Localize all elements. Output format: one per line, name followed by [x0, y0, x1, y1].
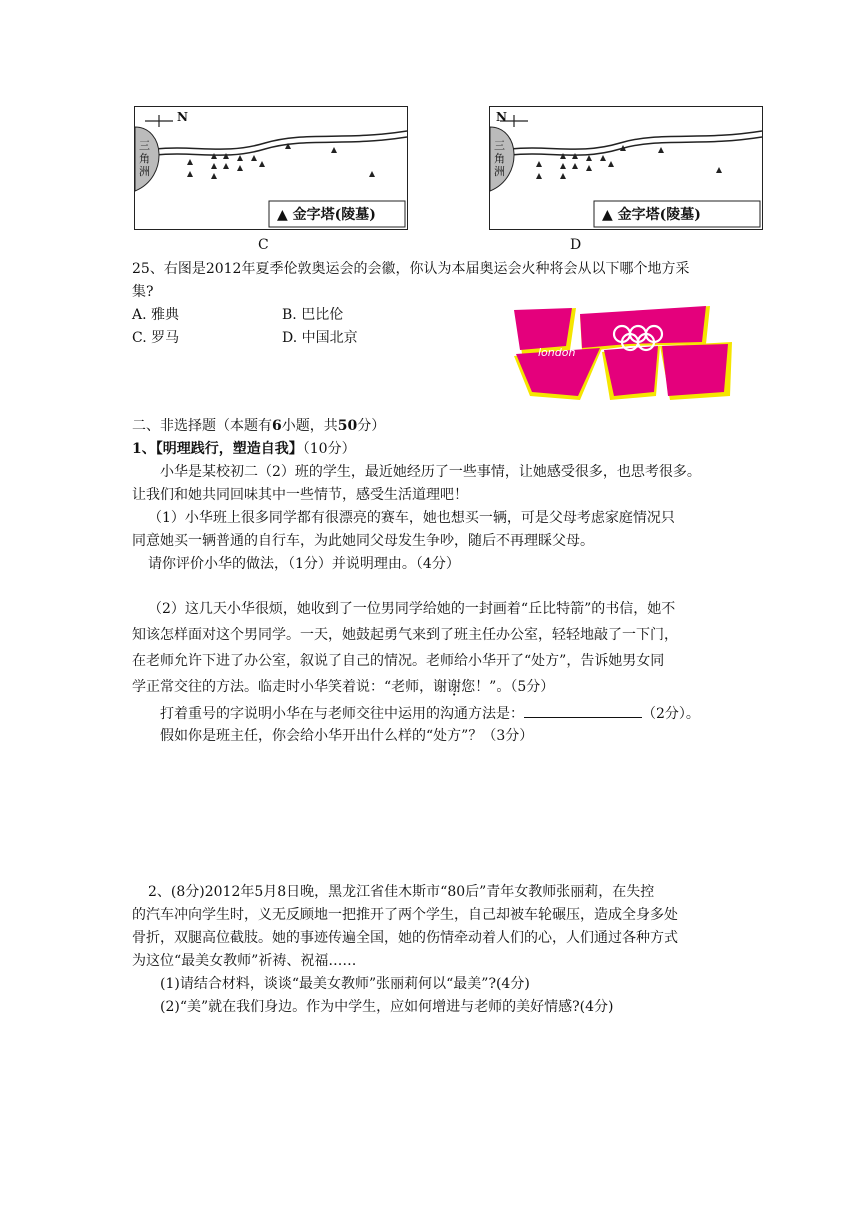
q1-part1-line1: （1）小华班上很多同学都有很漂亮的赛车，她也想买一辆，可是父母考虑家庭情况只	[148, 510, 675, 526]
q1-intro-line2: 让我们和她共同回味其中一些情节，感受生活道理吧！	[132, 487, 468, 503]
q25-text-line1: 25、右图是2012年夏季伦敦奥运会的会徽，你认为本届奥运会火种将会从以下哪个地方采	[132, 261, 690, 277]
north-label: N	[496, 110, 507, 124]
logo-text: london	[538, 346, 576, 359]
q25-text-line2: 集?	[132, 284, 154, 300]
q2-line4: 为这位“最美女教师”祈祷、祝福……	[132, 953, 357, 969]
north-label: N	[177, 110, 188, 124]
q1-part2-question1: 打着重号的字说明小华在与老师交往中运用的沟通方法是： （2分）。	[160, 703, 700, 725]
q1-part2-question2: 假如你是班主任，你会给小华开出什么样的“处方”？（3分）	[160, 728, 534, 744]
delta-label: 三角洲	[139, 139, 150, 178]
answer-blank[interactable]	[524, 703, 642, 718]
q1-part2-line4: 学正常交往的方法。临走时小华笑着说：“老师，谢谢您！”。（5分）	[132, 679, 555, 695]
q25-option-c: C. 罗马	[132, 330, 180, 346]
q2-question2: (2)“美”就在我们身边。作为中学生，应如何增进与老师的美好情感?(4分)	[160, 999, 614, 1015]
q25-option-a: A. 雅典	[132, 307, 180, 323]
legend-label: ▲ 金字塔(陵墓)	[277, 207, 376, 223]
emphasized-words: 谢谢您	[433, 679, 476, 695]
q25-option-d: D. 中国北京	[282, 330, 358, 346]
q2-line3: 骨折，双腿高位截肢。她的事迹传遍全国，她的伤情牵动着人们的心，人们通过各种方式	[132, 930, 678, 946]
q1-part2-line2: 知该怎样面对这个男同学。一天，她鼓起勇气来到了班主任办公室，轻轻地敲了一下门，	[132, 627, 678, 643]
q1-part1-question: 请你评价小华的做法，（1分）并说明理由。（4分）	[148, 556, 460, 572]
london-2012-logo	[510, 306, 736, 402]
q2-question1: (1)请结合材料，谈谈“最美女教师”张丽莉何以“最美”?(4分)	[160, 976, 530, 992]
q1-part2-line1: （2）这几天小华很烦，她收到了一位男同学给她的一封画着“丘比特箭”的书信，她不	[148, 601, 676, 617]
q2-line2: 的汽车冲向学生时，义无反顾地一把推开了两个学生，自己却被车轮碾压，造成全身多处	[132, 907, 678, 923]
map-d-caption: D	[570, 237, 582, 253]
delta-label: 三角洲	[494, 139, 505, 178]
map-d	[489, 106, 763, 230]
q1-intro-line1: 小华是某校初二（2）班的学生，最近她经历了一些事情，让她感受很多，也思考很多。	[160, 464, 701, 480]
q1-part1-line2: 同意她买一辆普通的自行车，为此她同父母发生争吵，随后不再理睬父母。	[132, 533, 594, 549]
q25-option-b: B. 巴比伦	[282, 307, 344, 323]
q1-title: 1、【明理践行，塑造自我】（10分）	[132, 441, 356, 457]
q2-line1: 2、(8分)2012年5月8日晚，黑龙江省佳木斯市“80后”青年女教师张丽莉，在失控	[148, 884, 655, 900]
legend-label: ▲ 金字塔(陵墓)	[602, 207, 701, 223]
map-c	[134, 106, 408, 230]
map-c-caption: C	[258, 237, 269, 253]
section2-heading: 二、非选择题（本题有6小题，共50分）	[132, 418, 386, 434]
q1-part2-line3: 在老师允许下进了办公室，叙说了自己的情况。老师给小华开了“处方”，告诉她男女同	[132, 653, 665, 669]
